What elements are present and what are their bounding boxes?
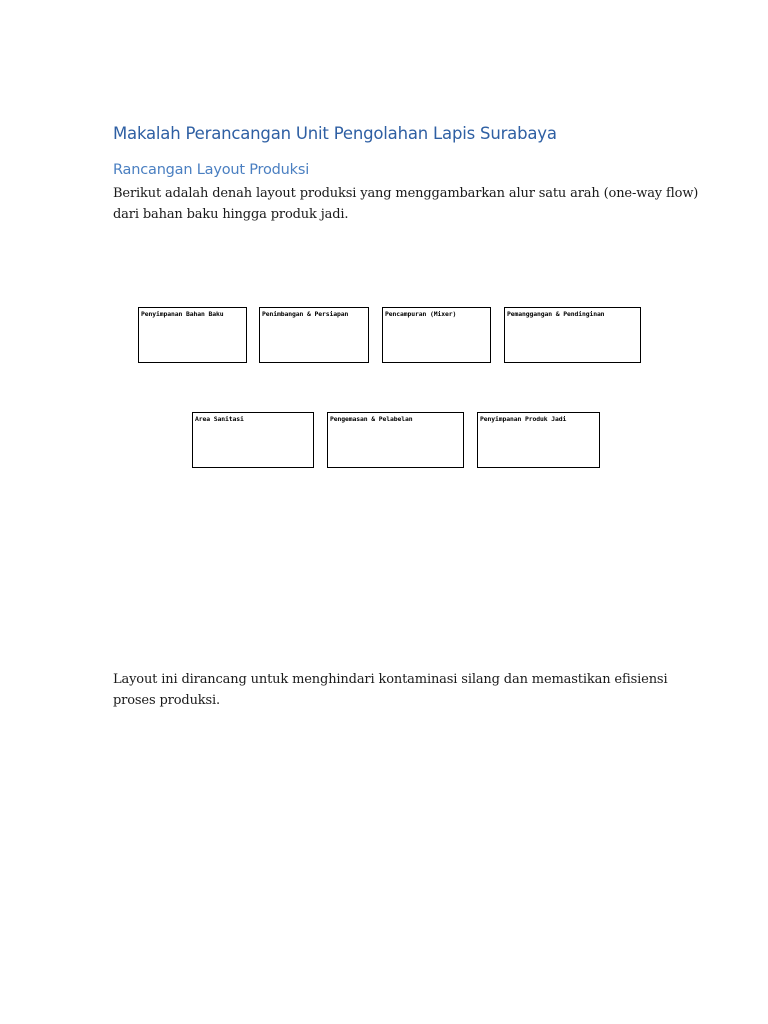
section-heading: Rancangan Layout Produksi bbox=[113, 162, 310, 178]
area-label: Pengemasan & Pelabelan bbox=[330, 415, 413, 423]
area-box-raw-material-storage bbox=[138, 307, 247, 363]
closing-line-1: Layout ini dirancang untuk menghindari kontaminasi silang dan memastikan efisiensi bbox=[113, 672, 668, 687]
area-box-mixing bbox=[382, 307, 491, 363]
area-label: Penyimpanan Bahan Baku bbox=[141, 310, 224, 318]
intro-paragraph bbox=[113, 184, 699, 225]
area-label: Pencampuran (Mixer) bbox=[385, 310, 457, 318]
area-label: Pemanggangan & Pendinginan bbox=[507, 310, 605, 318]
area-box-finished-goods-storage bbox=[477, 412, 600, 468]
document-title: Makalah Perancangan Unit Pengolahan Lapis Surabaya bbox=[113, 124, 557, 143]
intro-line-1: Berikut adalah denah layout produksi yang menggambarkan alur satu arah (one-way flow) bbox=[113, 186, 699, 201]
area-box-weighing-preparation bbox=[259, 307, 369, 363]
area-box-sanitation bbox=[192, 412, 314, 468]
area-box-packaging-labeling bbox=[327, 412, 464, 468]
closing-paragraph bbox=[113, 670, 673, 711]
intro-line-2: dari bahan baku hingga produk jadi. bbox=[113, 206, 349, 222]
area-label: Penyimpanan Produk Jadi bbox=[480, 415, 567, 423]
area-label: Penimbangan & Persiapan bbox=[262, 310, 349, 318]
area-label: Area Sanitasi bbox=[195, 415, 244, 423]
closing-line-2: proses produksi. bbox=[113, 692, 221, 708]
area-box-baking-cooling bbox=[504, 307, 641, 363]
